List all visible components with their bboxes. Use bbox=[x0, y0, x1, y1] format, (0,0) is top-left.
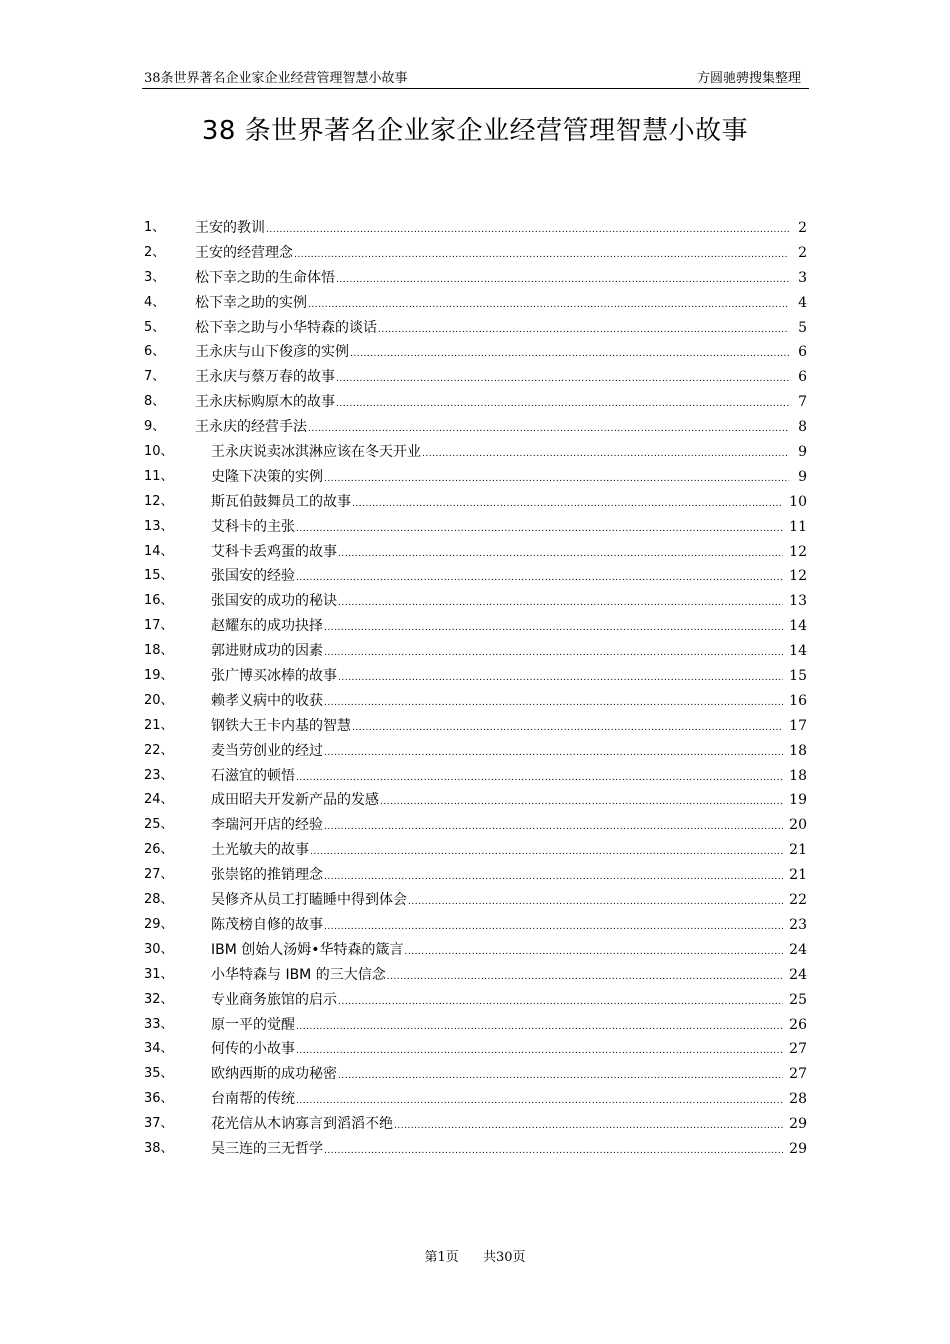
toc-entry-line bbox=[211, 564, 807, 591]
toc-entry-page: 12 bbox=[789, 543, 807, 560]
toc-entry-title[interactable]: 张国安的经验 bbox=[211, 568, 295, 585]
toc-entry-line bbox=[211, 764, 807, 791]
toc-entry[interactable] bbox=[142, 764, 809, 789]
toc-entry-title[interactable]: 台南帮的传统 bbox=[211, 1091, 295, 1108]
toc-entry-number: 27、 bbox=[144, 867, 174, 883]
toc-entry-line bbox=[211, 863, 807, 890]
toc-entry[interactable] bbox=[142, 564, 809, 589]
toc-entry[interactable] bbox=[142, 888, 809, 913]
footer-page-number: 第1页 bbox=[424, 1250, 459, 1265]
toc-dot-leader bbox=[296, 517, 783, 542]
toc-entry-title[interactable]: 小华特森与 IBM 的三大信念 bbox=[211, 966, 386, 983]
toc-dot-leader bbox=[422, 442, 789, 467]
toc-entry-title[interactable]: 原一平的觉醒 bbox=[211, 1016, 295, 1033]
toc-entry-title[interactable]: 土光敏夫的故事 bbox=[211, 842, 309, 859]
toc-entry-title[interactable]: 王永庆标购原木的故事 bbox=[195, 394, 335, 411]
toc-entry[interactable] bbox=[142, 291, 809, 316]
toc-entry-line bbox=[211, 788, 807, 815]
toc-entry[interactable] bbox=[142, 813, 809, 838]
toc-entry-number: 8、 bbox=[144, 394, 166, 410]
toc-dot-leader bbox=[308, 293, 789, 318]
toc-dot-leader bbox=[408, 890, 783, 915]
toc-entry-title[interactable]: 张广博买冰棒的故事 bbox=[211, 668, 337, 685]
toc-entry-line bbox=[211, 1137, 807, 1164]
toc-entry-number: 15、 bbox=[144, 568, 174, 584]
toc-entry[interactable] bbox=[142, 788, 809, 813]
toc-entry-line bbox=[195, 365, 807, 392]
toc-entry-number: 31、 bbox=[144, 966, 174, 982]
toc-entry-number: 9、 bbox=[144, 419, 166, 435]
document-title: 38 条世界著名企业家企业经营管理智慧小故事 bbox=[201, 116, 749, 146]
toc-entry-line bbox=[211, 1112, 807, 1139]
toc-entry-title[interactable]: 李瑞河开店的经验 bbox=[211, 817, 323, 834]
toc-entry-number: 33、 bbox=[144, 1016, 174, 1032]
toc-entry-page: 22 bbox=[789, 892, 807, 909]
toc-dot-leader bbox=[296, 1015, 783, 1040]
toc-entry-title[interactable]: 斯瓦伯鼓舞员工的故事 bbox=[211, 493, 351, 510]
toc-entry-page: 24 bbox=[789, 966, 807, 983]
toc-entry-number: 16、 bbox=[144, 593, 174, 609]
toc-entry[interactable] bbox=[142, 316, 809, 341]
toc-entry-line bbox=[211, 515, 807, 542]
toc-entry-title[interactable]: 赖孝义病中的收获 bbox=[211, 692, 323, 709]
toc-entry-title[interactable]: 王永庆与山下俊彦的实例 bbox=[195, 344, 349, 361]
toc-entry-line bbox=[211, 739, 807, 766]
toc-entry-line bbox=[195, 216, 807, 243]
toc-entry-page: 29 bbox=[789, 1140, 807, 1157]
toc-entry-page: 2 bbox=[798, 244, 807, 261]
toc-entry-number: 12、 bbox=[144, 493, 174, 509]
toc-entry-number: 10、 bbox=[144, 444, 174, 460]
toc-dot-leader bbox=[324, 915, 783, 940]
toc-entry[interactable] bbox=[142, 689, 809, 714]
toc-entry-title[interactable]: 赵耀东的成功抉择 bbox=[211, 618, 323, 635]
toc-entry[interactable] bbox=[142, 664, 809, 689]
toc-entry-line bbox=[211, 963, 807, 990]
toc-dot-leader bbox=[266, 218, 789, 243]
toc-entry-title[interactable]: 松下幸之助的生命体悟 bbox=[195, 269, 335, 286]
toc-entry-page: 20 bbox=[789, 817, 807, 834]
toc-entry[interactable] bbox=[142, 838, 809, 863]
toc-dot-leader bbox=[352, 492, 783, 517]
toc-entry-title[interactable]: 麦当劳创业的经过 bbox=[211, 742, 323, 759]
page-header bbox=[142, 70, 809, 89]
toc-dot-leader bbox=[338, 542, 783, 567]
toc-entry-number: 21、 bbox=[144, 717, 174, 733]
toc-entry-number: 29、 bbox=[144, 916, 174, 932]
toc-entry[interactable] bbox=[142, 639, 809, 664]
toc-entry-number: 37、 bbox=[144, 1116, 174, 1132]
toc-entry[interactable] bbox=[142, 241, 809, 266]
toc-entry-number: 6、 bbox=[144, 344, 166, 360]
toc-dot-leader bbox=[296, 566, 783, 591]
toc-dot-leader bbox=[324, 691, 783, 716]
toc-entry-page: 12 bbox=[789, 568, 807, 585]
toc-entry[interactable] bbox=[142, 340, 809, 365]
toc-entry[interactable] bbox=[142, 390, 809, 415]
toc-dot-leader bbox=[405, 940, 784, 965]
toc-entry-line bbox=[211, 1087, 807, 1114]
toc-entry-number: 38、 bbox=[144, 1140, 174, 1156]
toc-entry-page: 6 bbox=[798, 369, 807, 386]
toc-entry-title[interactable]: 松下幸之助的实例 bbox=[195, 294, 307, 311]
toc-entry[interactable] bbox=[142, 465, 809, 490]
toc-entry-title[interactable]: 王永庆说卖冰淇淋应该在冬天开业 bbox=[211, 444, 421, 461]
toc-entry-number: 5、 bbox=[144, 319, 166, 335]
toc-dot-leader bbox=[394, 1114, 783, 1139]
toc-entry-line bbox=[195, 390, 807, 417]
toc-dot-leader bbox=[378, 318, 789, 343]
toc-dot-leader bbox=[387, 965, 783, 990]
toc-entry-page: 3 bbox=[798, 269, 807, 286]
toc-entry-title[interactable]: 郭进财成功的因素 bbox=[211, 643, 323, 660]
toc-entry-number: 14、 bbox=[144, 543, 174, 559]
toc-entry[interactable] bbox=[142, 913, 809, 938]
toc-dot-leader bbox=[380, 790, 783, 815]
toc-dot-leader bbox=[296, 1039, 783, 1064]
toc-entry-title[interactable]: 专业商务旅馆的启示 bbox=[211, 991, 337, 1008]
toc-entry-title[interactable]: 成田昭夫开发新产品的发感 bbox=[211, 792, 379, 809]
toc-entry-line bbox=[195, 266, 807, 293]
toc-entry-page: 23 bbox=[789, 916, 807, 933]
toc-dot-leader bbox=[324, 815, 783, 840]
toc-entry-line bbox=[211, 664, 807, 691]
toc-entry-page: 14 bbox=[789, 643, 807, 660]
toc-entry-line bbox=[211, 988, 807, 1015]
toc-entry-number: 30、 bbox=[144, 941, 174, 957]
toc-entry-number: 26、 bbox=[144, 842, 174, 858]
toc-entry-page: 25 bbox=[789, 991, 807, 1008]
toc-entry[interactable] bbox=[142, 589, 809, 614]
toc-entry-page: 15 bbox=[789, 668, 807, 685]
toc-entry-number: 7、 bbox=[144, 369, 166, 385]
toc-dot-leader bbox=[336, 367, 789, 392]
toc-dot-leader bbox=[310, 840, 783, 865]
toc-entry-number: 36、 bbox=[144, 1091, 174, 1107]
toc-entry-title[interactable]: 钢铁大王卡内基的智慧 bbox=[211, 717, 351, 734]
toc-dot-leader bbox=[336, 268, 789, 293]
toc-entry-number: 25、 bbox=[144, 817, 174, 833]
toc-entry-line bbox=[195, 316, 807, 343]
toc-entry[interactable] bbox=[142, 863, 809, 888]
toc-dot-leader bbox=[350, 342, 789, 367]
toc-entry-number: 18、 bbox=[144, 643, 174, 659]
toc-entry-page: 2 bbox=[798, 220, 807, 236]
toc-entry[interactable] bbox=[142, 1137, 809, 1162]
toc-entry-page: 21 bbox=[789, 842, 807, 859]
toc-entry-title[interactable]: 张国安的成功的秘诀 bbox=[211, 593, 337, 610]
toc-entry-line bbox=[195, 291, 807, 318]
toc-entry-page: 18 bbox=[789, 767, 807, 784]
table-of-contents bbox=[142, 216, 809, 1162]
toc-entry-page: 13 bbox=[789, 593, 807, 610]
toc-entry-line bbox=[211, 913, 807, 940]
toc-entry-title[interactable]: 吴三连的三无哲学 bbox=[211, 1140, 323, 1157]
toc-entry-title[interactable]: 花光信从木讷寡言到滔滔不绝 bbox=[211, 1116, 393, 1133]
toc-entry-number: 11、 bbox=[144, 468, 174, 484]
toc-entry-line bbox=[195, 241, 807, 268]
toc-entry-number: 28、 bbox=[144, 892, 174, 908]
toc-entry-title[interactable]: 王永庆的经营手法 bbox=[195, 419, 307, 436]
toc-entry-page: 26 bbox=[789, 1016, 807, 1033]
toc-dot-leader bbox=[296, 766, 783, 791]
toc-dot-leader bbox=[296, 1089, 783, 1114]
toc-entry-title[interactable]: 何传的小故事 bbox=[211, 1041, 295, 1058]
page-footer bbox=[0, 1250, 950, 1266]
toc-entry-page: 4 bbox=[798, 294, 807, 311]
toc-entry-page: 19 bbox=[789, 792, 807, 809]
toc-entry-title[interactable]: 松下幸之助与小华特森的谈话 bbox=[195, 319, 377, 336]
toc-entry-title[interactable]: 艾科卡的主张 bbox=[211, 518, 295, 535]
toc-dot-leader bbox=[352, 716, 783, 741]
toc-entry[interactable] bbox=[142, 963, 809, 988]
toc-entry[interactable] bbox=[142, 1037, 809, 1062]
toc-entry-page: 10 bbox=[789, 493, 807, 510]
toc-entry-page: 8 bbox=[798, 419, 807, 436]
toc-entry-title[interactable]: 张崇铭的推销理念 bbox=[211, 867, 323, 884]
toc-entry[interactable] bbox=[142, 216, 809, 241]
toc-entry-page: 9 bbox=[798, 444, 807, 461]
toc-entry-title[interactable]: 欧纳西斯的成功秘密 bbox=[211, 1066, 337, 1083]
toc-entry-number: 13、 bbox=[144, 518, 174, 534]
toc-entry-page: 28 bbox=[789, 1091, 807, 1108]
toc-entry-number: 24、 bbox=[144, 792, 174, 808]
toc-entry[interactable] bbox=[142, 365, 809, 390]
toc-dot-leader bbox=[338, 1064, 783, 1089]
toc-entry[interactable] bbox=[142, 1062, 809, 1087]
toc-entry-line bbox=[211, 465, 807, 492]
toc-entry-page: 14 bbox=[789, 618, 807, 635]
toc-entry-title[interactable]: 王安的经营理念 bbox=[195, 244, 293, 261]
toc-entry-number: 34、 bbox=[144, 1041, 174, 1057]
toc-dot-leader bbox=[338, 990, 783, 1015]
toc-dot-leader bbox=[338, 666, 783, 691]
toc-entry-number: 17、 bbox=[144, 618, 174, 634]
toc-entry[interactable] bbox=[142, 490, 809, 515]
toc-entry[interactable] bbox=[142, 415, 809, 440]
toc-dot-leader bbox=[324, 616, 783, 641]
toc-entry[interactable] bbox=[142, 714, 809, 739]
toc-entry[interactable] bbox=[142, 515, 809, 540]
toc-entry[interactable] bbox=[142, 1112, 809, 1137]
toc-dot-leader bbox=[336, 392, 789, 417]
toc-entry-page: 9 bbox=[798, 468, 807, 485]
toc-entry-line bbox=[211, 1013, 807, 1040]
toc-entry-page: 6 bbox=[798, 344, 807, 361]
toc-entry-line bbox=[195, 415, 807, 442]
toc-dot-leader bbox=[324, 641, 783, 666]
toc-entry-line bbox=[211, 714, 807, 741]
toc-dot-leader bbox=[294, 243, 789, 268]
toc-entry-number: 23、 bbox=[144, 767, 174, 783]
toc-entry-number: 20、 bbox=[144, 692, 174, 708]
toc-dot-leader bbox=[324, 741, 783, 766]
toc-entry-title[interactable]: 史隆下决策的实例 bbox=[211, 468, 323, 485]
toc-entry-page: 21 bbox=[789, 867, 807, 884]
toc-entry-line bbox=[211, 490, 807, 517]
toc-entry-page: 29 bbox=[789, 1116, 807, 1133]
footer-total-pages: 共30页 bbox=[482, 1250, 526, 1265]
toc-entry-title[interactable]: 艾科卡丢鸡蛋的故事 bbox=[211, 543, 337, 560]
toc-entry-line bbox=[211, 639, 807, 666]
toc-entry-line bbox=[211, 838, 807, 865]
toc-dot-leader bbox=[308, 417, 789, 442]
toc-entry-line bbox=[211, 938, 807, 965]
toc-entry[interactable] bbox=[142, 739, 809, 764]
toc-entry-number: 4、 bbox=[144, 294, 166, 310]
toc-entry-number: 19、 bbox=[144, 668, 174, 684]
toc-entry[interactable] bbox=[142, 938, 809, 963]
toc-entry-page: 18 bbox=[789, 742, 807, 759]
toc-dot-leader bbox=[324, 865, 783, 890]
toc-entry-line bbox=[211, 689, 807, 716]
toc-dot-leader bbox=[324, 467, 789, 492]
toc-entry[interactable] bbox=[142, 1087, 809, 1112]
toc-entry-page: 16 bbox=[789, 692, 807, 709]
toc-dot-leader bbox=[338, 591, 783, 616]
toc-entry-page: 24 bbox=[789, 941, 807, 958]
toc-entry[interactable] bbox=[142, 614, 809, 639]
toc-entry-title[interactable]: 王安的教训 bbox=[195, 220, 265, 236]
toc-entry-page: 11 bbox=[789, 518, 807, 535]
toc-entry-number: 35、 bbox=[144, 1066, 174, 1082]
toc-entry-page: 5 bbox=[798, 319, 807, 336]
toc-entry-page: 17 bbox=[789, 717, 807, 734]
toc-entry-title[interactable]: IBM 创始人汤姆•华特森的箴言 bbox=[211, 941, 404, 958]
toc-entry-line bbox=[211, 589, 807, 616]
toc-entry-number: 3、 bbox=[144, 269, 166, 285]
toc-entry-title[interactable]: 陈茂榜自修的故事 bbox=[211, 916, 323, 933]
toc-entry-line bbox=[211, 813, 807, 840]
toc-entry-line bbox=[211, 440, 807, 467]
toc-entry[interactable] bbox=[142, 540, 809, 565]
toc-entry-page: 27 bbox=[789, 1066, 807, 1083]
toc-entry-line bbox=[211, 540, 807, 567]
toc-entry-page: 7 bbox=[798, 394, 807, 411]
toc-entry[interactable] bbox=[142, 440, 809, 465]
toc-entry-title[interactable]: 石滋宜的顿悟 bbox=[211, 767, 295, 784]
toc-entry-line bbox=[211, 614, 807, 641]
toc-entry[interactable] bbox=[142, 266, 809, 291]
toc-entry-line bbox=[211, 1037, 807, 1064]
toc-dot-leader bbox=[324, 1139, 783, 1164]
toc-entry[interactable] bbox=[142, 988, 809, 1013]
toc-entry-line bbox=[195, 340, 807, 367]
header-compiler-credit: 方圆驰骋搜集整理 bbox=[696, 71, 801, 86]
toc-entry-title[interactable]: 王永庆与蔡万春的故事 bbox=[195, 369, 335, 386]
toc-entry-title[interactable]: 吴修齐从员工打瞌睡中得到体会 bbox=[211, 892, 407, 909]
header-document-title: 38条世界著名企业家企业经营管理智慧小故事 bbox=[144, 71, 408, 86]
toc-entry-number: 2、 bbox=[144, 244, 166, 260]
toc-entry-line bbox=[211, 1062, 807, 1089]
toc-entry[interactable] bbox=[142, 1013, 809, 1038]
toc-entry-number: 22、 bbox=[144, 742, 174, 758]
toc-entry-line bbox=[211, 888, 807, 915]
toc-entry-number: 1、 bbox=[144, 220, 166, 235]
toc-entry-number: 32、 bbox=[144, 991, 174, 1007]
toc-entry-page: 27 bbox=[789, 1041, 807, 1058]
